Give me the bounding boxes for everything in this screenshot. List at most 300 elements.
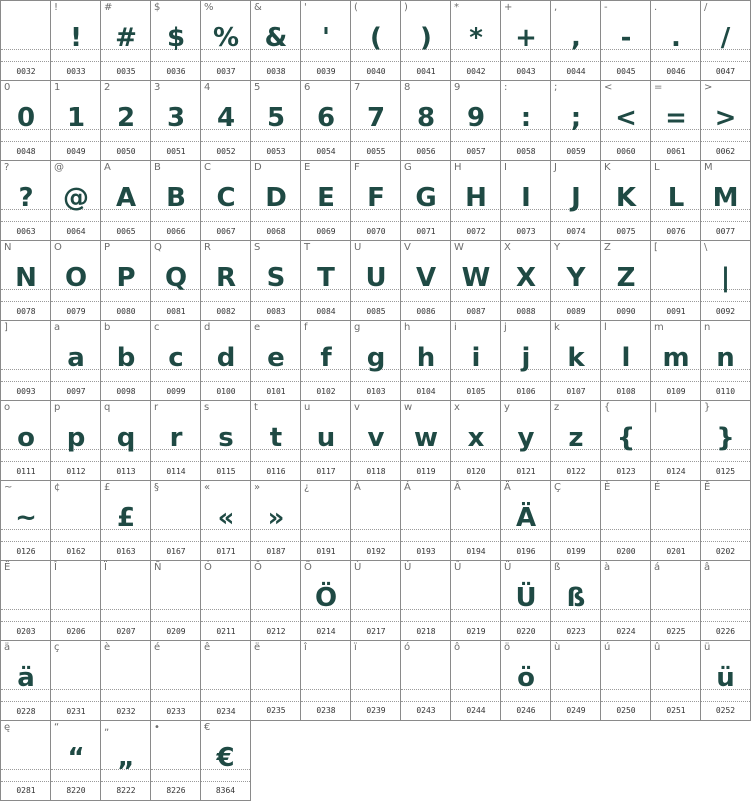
- glyph-cell: [300, 400, 351, 481]
- character-code: 0252: [715, 706, 736, 715]
- baseline-guide: [601, 609, 651, 610]
- glyph-cell: [700, 320, 751, 401]
- glyph-cell: [350, 320, 401, 401]
- reference-character: l: [604, 322, 607, 333]
- glyph-cell: [50, 480, 101, 561]
- baseline-guide: [651, 689, 701, 690]
- descender-guide: [601, 461, 651, 462]
- character-code: 0113: [116, 467, 136, 476]
- glyph-cell: [400, 240, 451, 321]
- glyph-cell: [450, 480, 501, 561]
- reference-character: g: [354, 322, 361, 333]
- character-code: 0249: [566, 706, 586, 715]
- reference-character: Â: [454, 482, 461, 493]
- character-code: 0206: [66, 627, 86, 636]
- descender-guide: [301, 701, 351, 702]
- font-glyph: “: [67, 743, 85, 773]
- reference-character: ): [404, 2, 408, 13]
- character-code: 0050: [116, 147, 136, 156]
- descender-guide: [501, 701, 551, 702]
- glyph-cell: [650, 560, 701, 641]
- glyph-cell: [500, 560, 551, 641]
- glyph-cell: [150, 640, 201, 721]
- font-glyph: 1: [66, 103, 86, 133]
- character-code: 0036: [166, 67, 186, 76]
- reference-character: #: [104, 2, 113, 13]
- descender-guide: [451, 381, 501, 382]
- glyph-cell: [650, 480, 701, 561]
- reference-character: â: [704, 562, 711, 573]
- descender-guide: [251, 141, 301, 142]
- character-code: 0033: [66, 67, 86, 76]
- glyph-cell: [500, 480, 551, 561]
- font-glyph: u: [316, 423, 336, 453]
- baseline-guide: [51, 609, 101, 610]
- character-code: 0043: [516, 67, 536, 76]
- reference-character: [: [654, 242, 658, 253]
- character-code: 8222: [116, 786, 136, 795]
- font-glyph: c: [168, 343, 184, 373]
- font-glyph: /: [720, 23, 731, 53]
- font-glyph: €: [216, 743, 235, 773]
- character-code: 0097: [66, 387, 86, 396]
- character-code: 0106: [516, 387, 536, 396]
- font-glyph: »: [267, 503, 285, 533]
- reference-character: •: [154, 722, 160, 733]
- glyph-cell: [200, 640, 251, 721]
- font-glyph: D: [265, 183, 287, 213]
- descender-guide: [701, 701, 750, 702]
- reference-character: î: [304, 642, 307, 653]
- descender-guide: [351, 541, 401, 542]
- glyph-cell: [150, 0, 201, 81]
- descender-guide: [201, 221, 251, 222]
- glyph-cell: [300, 160, 351, 241]
- descender-guide: [1, 141, 51, 142]
- font-glyph: 2: [116, 103, 136, 133]
- glyph-cell: [450, 320, 501, 401]
- reference-character: Ç: [554, 482, 561, 493]
- reference-character: c: [154, 322, 160, 333]
- reference-character: Z: [604, 242, 611, 253]
- descender-guide: [501, 221, 551, 222]
- glyph-cell: [400, 400, 451, 481]
- character-code: 0162: [66, 547, 86, 556]
- descender-guide: [451, 621, 501, 622]
- glyph-cell: [450, 160, 501, 241]
- font-glyph: 7: [366, 103, 386, 133]
- font-glyph: -: [620, 23, 632, 53]
- baseline-guide: [51, 689, 101, 690]
- baseline-guide: [1, 369, 51, 370]
- reference-character: ß: [554, 562, 561, 573]
- descender-guide: [151, 381, 201, 382]
- descender-guide: [101, 141, 151, 142]
- glyph-cell: [0, 400, 51, 481]
- glyph-cell: [650, 160, 701, 241]
- baseline-guide: [401, 529, 451, 530]
- font-glyph: k: [567, 343, 585, 373]
- glyph-cell: [0, 0, 51, 81]
- font-glyph: G: [415, 183, 437, 213]
- baseline-guide: [301, 529, 351, 530]
- character-code: 0171: [216, 547, 236, 556]
- descender-guide: [501, 301, 551, 302]
- reference-character: é: [154, 642, 161, 653]
- font-glyph: p: [66, 423, 86, 453]
- glyph-cell: [50, 640, 101, 721]
- character-code: 0057: [466, 147, 486, 156]
- glyph-cell: [350, 240, 401, 321]
- glyph-cell: [450, 0, 501, 81]
- glyph-cell: [50, 720, 101, 801]
- baseline-guide: [151, 769, 201, 770]
- character-code: 0048: [16, 147, 36, 156]
- character-code: 8364: [215, 786, 236, 795]
- character-code: 0058: [516, 147, 536, 156]
- glyph-cell: [200, 320, 251, 401]
- baseline-guide: [451, 609, 501, 610]
- character-code: 0119: [416, 467, 436, 476]
- glyph-cell: [200, 0, 251, 81]
- reference-character: ę: [4, 722, 11, 733]
- font-glyph: 0: [16, 103, 36, 133]
- glyph-cell: [100, 400, 151, 481]
- font-glyph: ß: [566, 583, 586, 613]
- glyph-cell: [0, 80, 51, 161]
- font-glyph: a: [67, 343, 85, 373]
- font-glyph: V: [415, 263, 437, 293]
- character-code: 0191: [316, 547, 336, 556]
- character-code: 0056: [416, 147, 436, 156]
- reference-character: ö: [504, 642, 511, 653]
- character-code: 0203: [16, 627, 36, 636]
- glyph-cell: [150, 80, 201, 161]
- glyph-cell: [50, 80, 101, 161]
- reference-character: ï: [354, 642, 357, 653]
- font-glyph: n: [716, 343, 735, 373]
- font-glyph: m: [662, 343, 690, 373]
- reference-character: ë: [254, 642, 261, 653]
- reference-character: p: [54, 402, 61, 413]
- reference-character: n: [704, 322, 711, 333]
- reference-character: ;: [554, 82, 558, 93]
- glyph-cell: [550, 640, 601, 721]
- descender-guide: [301, 461, 351, 462]
- character-code: 0071: [416, 227, 436, 236]
- character-code: 0089: [566, 307, 586, 316]
- character-code: 0196: [516, 547, 536, 556]
- reference-character: .: [654, 2, 658, 13]
- glyph-cell: [500, 0, 551, 81]
- font-glyph: r: [169, 423, 183, 453]
- descender-guide: [451, 61, 501, 62]
- character-code: 0046: [666, 67, 686, 76]
- baseline-guide: [351, 529, 401, 530]
- character-code: 0069: [316, 227, 336, 236]
- reference-character: Ê: [704, 482, 711, 493]
- reference-character: U: [354, 242, 362, 253]
- character-code: 0243: [416, 706, 436, 715]
- reference-character: 3: [154, 82, 161, 93]
- character-code: 0199: [566, 547, 586, 556]
- descender-guide: [701, 61, 750, 62]
- baseline-guide: [451, 529, 501, 530]
- font-glyph: ): [420, 23, 432, 53]
- font-glyph: s: [218, 423, 234, 453]
- character-code: 0114: [166, 467, 186, 476]
- reference-character: £: [104, 482, 111, 493]
- font-glyph: 4: [216, 103, 236, 133]
- character-code: 0104: [416, 387, 436, 396]
- glyph-cell: [200, 480, 251, 561]
- descender-guide: [251, 301, 301, 302]
- character-code: 8226: [166, 786, 186, 795]
- character-code: 0086: [416, 307, 436, 316]
- font-glyph: A: [115, 183, 137, 213]
- reference-character: a: [54, 322, 61, 333]
- character-code: 0102: [316, 387, 336, 396]
- character-code: 0038: [266, 67, 286, 76]
- descender-guide: [651, 621, 701, 622]
- glyph-cell: [50, 0, 101, 81]
- glyph-cell: [300, 560, 351, 641]
- reference-character: Î: [54, 562, 57, 573]
- reference-character: ú: [604, 642, 611, 653]
- descender-guide: [151, 141, 201, 142]
- glyph-cell: [700, 400, 751, 481]
- font-glyph: z: [568, 423, 584, 453]
- font-glyph: Ü: [515, 583, 537, 613]
- reference-character: 4: [204, 82, 211, 93]
- descender-guide: [401, 461, 451, 462]
- reference-character: ä: [4, 642, 11, 653]
- glyph-cell: [600, 480, 651, 561]
- reference-character: :: [504, 82, 508, 93]
- baseline-guide: [651, 609, 701, 610]
- reference-character: E: [304, 162, 311, 173]
- glyph-cell: [150, 480, 201, 561]
- reference-character: m: [654, 322, 664, 333]
- glyph-cell: [550, 240, 601, 321]
- glyph-cell: [600, 560, 651, 641]
- glyph-cell: [550, 160, 601, 241]
- character-code: 0250: [616, 706, 636, 715]
- glyph-cell: [450, 240, 501, 321]
- glyph-cell: [250, 400, 301, 481]
- character-code: 0081: [166, 307, 186, 316]
- font-glyph: ö: [517, 663, 535, 693]
- reference-character: q: [104, 402, 111, 413]
- glyph-cell: [100, 480, 151, 561]
- character-code: 0123: [616, 467, 636, 476]
- descender-guide: [301, 141, 351, 142]
- descender-guide: [501, 61, 551, 62]
- descender-guide: [601, 541, 651, 542]
- baseline-guide: [1, 769, 51, 770]
- font-glyph: }: [716, 423, 735, 453]
- descender-guide: [701, 141, 750, 142]
- baseline-guide: [551, 529, 601, 530]
- character-code: 0045: [616, 67, 636, 76]
- character-code: 0126: [16, 547, 36, 556]
- descender-guide: [501, 141, 551, 142]
- character-code: 0111: [16, 467, 36, 476]
- character-code: 0073: [516, 227, 536, 236]
- descender-guide: [51, 701, 101, 702]
- baseline-guide: [151, 529, 201, 530]
- font-glyph: ä: [17, 663, 35, 693]
- descender-guide: [251, 621, 301, 622]
- descender-guide: [51, 221, 101, 222]
- glyph-cell: [0, 640, 51, 721]
- reference-character: 2: [104, 82, 111, 93]
- reference-character: Y: [554, 242, 561, 253]
- glyph-cell: [700, 480, 751, 561]
- character-code: 0108: [616, 387, 636, 396]
- character-code: 0122: [566, 467, 586, 476]
- descender-guide: [501, 541, 551, 542]
- reference-character: L: [654, 162, 660, 173]
- font-glyph: T: [317, 263, 335, 293]
- font-glyph: #: [115, 23, 137, 53]
- glyph-cell: [150, 400, 201, 481]
- glyph-cell: [150, 720, 201, 801]
- glyph-cell: [300, 80, 351, 161]
- descender-guide: [1, 701, 51, 702]
- descender-guide: [251, 381, 301, 382]
- character-code: 0093: [16, 387, 36, 396]
- character-code: 0117: [316, 467, 336, 476]
- reference-character: S: [254, 242, 261, 253]
- glyph-cell: [600, 0, 651, 81]
- glyph-cell: [600, 240, 651, 321]
- baseline-guide: [51, 529, 101, 530]
- reference-character: ?: [4, 162, 10, 173]
- character-code: 0084: [316, 307, 336, 316]
- character-code: 0042: [466, 67, 486, 76]
- descender-guide: [601, 301, 651, 302]
- reference-character: $: [154, 2, 161, 13]
- descender-guide: [651, 61, 701, 62]
- descender-guide: [651, 541, 701, 542]
- reference-character: X: [504, 242, 511, 253]
- reference-character: G: [404, 162, 412, 173]
- glyph-cell: [150, 320, 201, 401]
- descender-guide: [301, 541, 351, 542]
- reference-character: Ô: [254, 562, 262, 573]
- baseline-guide: [551, 689, 601, 690]
- reference-character: à: [604, 562, 611, 573]
- descender-guide: [201, 621, 251, 622]
- baseline-guide: [101, 689, 151, 690]
- descender-guide: [551, 621, 601, 622]
- font-glyph: F: [367, 183, 385, 213]
- reference-character: Ú: [404, 562, 412, 573]
- reference-character: =: [654, 82, 663, 93]
- glyph-cell: [350, 560, 401, 641]
- descender-guide: [101, 221, 151, 222]
- glyph-cell: [450, 560, 501, 641]
- character-code: 0035: [116, 67, 136, 76]
- baseline-guide: [651, 529, 701, 530]
- glyph-cell: [250, 240, 301, 321]
- glyph-cell: [250, 0, 301, 81]
- character-code: 0065: [116, 227, 136, 236]
- reference-character: D: [254, 162, 262, 173]
- character-code: 0049: [66, 147, 86, 156]
- font-glyph: Ä: [515, 503, 537, 533]
- character-code: 0074: [566, 227, 586, 236]
- baseline-guide: [601, 529, 651, 530]
- font-glyph: R: [215, 263, 237, 293]
- glyph-cell: [650, 240, 701, 321]
- glyph-cell: [400, 0, 451, 81]
- character-code: 0091: [666, 307, 686, 316]
- descender-guide: [201, 781, 250, 782]
- character-code: 0187: [266, 547, 286, 556]
- character-code: 0041: [416, 67, 436, 76]
- reference-character: J: [554, 162, 557, 173]
- descender-guide: [551, 221, 601, 222]
- character-code: 0211: [216, 627, 236, 636]
- font-glyph: Y: [566, 263, 586, 293]
- glyph-cell: [400, 640, 451, 721]
- glyph-cell: [300, 0, 351, 81]
- reference-character: 0: [4, 82, 11, 93]
- glyph-cell: [500, 400, 551, 481]
- descender-guide: [151, 461, 201, 462]
- glyph-cell: [550, 320, 601, 401]
- descender-guide: [201, 701, 251, 702]
- glyph-cell: [350, 640, 401, 721]
- descender-guide: [701, 621, 750, 622]
- glyph-cell: [100, 640, 151, 721]
- reference-character: j: [504, 322, 507, 333]
- font-glyph: g: [366, 343, 386, 373]
- descender-guide: [301, 61, 351, 62]
- font-glyph: :: [520, 103, 532, 133]
- reference-character: ~: [4, 482, 13, 493]
- character-code: 0061: [666, 147, 686, 156]
- baseline-guide: [201, 689, 251, 690]
- reference-character: §: [154, 482, 159, 493]
- glyph-cell: [400, 80, 451, 161]
- reference-character: ¢: [54, 482, 61, 493]
- reference-character: (: [354, 2, 358, 13]
- reference-character: ]: [4, 322, 8, 333]
- font-glyph: ü: [716, 663, 735, 693]
- reference-character: f: [304, 322, 308, 333]
- font-glyph: Q: [164, 263, 188, 293]
- descender-guide: [501, 621, 551, 622]
- character-code: 0103: [366, 387, 386, 396]
- character-code: 0235: [266, 706, 286, 715]
- character-code: 0218: [416, 627, 436, 636]
- glyph-cell: [400, 560, 451, 641]
- descender-guide: [101, 301, 151, 302]
- glyph-cell: [550, 400, 601, 481]
- character-code: 0092: [715, 307, 736, 316]
- character-code: 0072: [466, 227, 486, 236]
- descender-guide: [701, 541, 750, 542]
- descender-guide: [451, 541, 501, 542]
- reference-character: x: [454, 402, 460, 413]
- glyph-cell: [0, 720, 51, 801]
- descender-guide: [301, 301, 351, 302]
- reference-character: d: [204, 322, 211, 333]
- descender-guide: [301, 381, 351, 382]
